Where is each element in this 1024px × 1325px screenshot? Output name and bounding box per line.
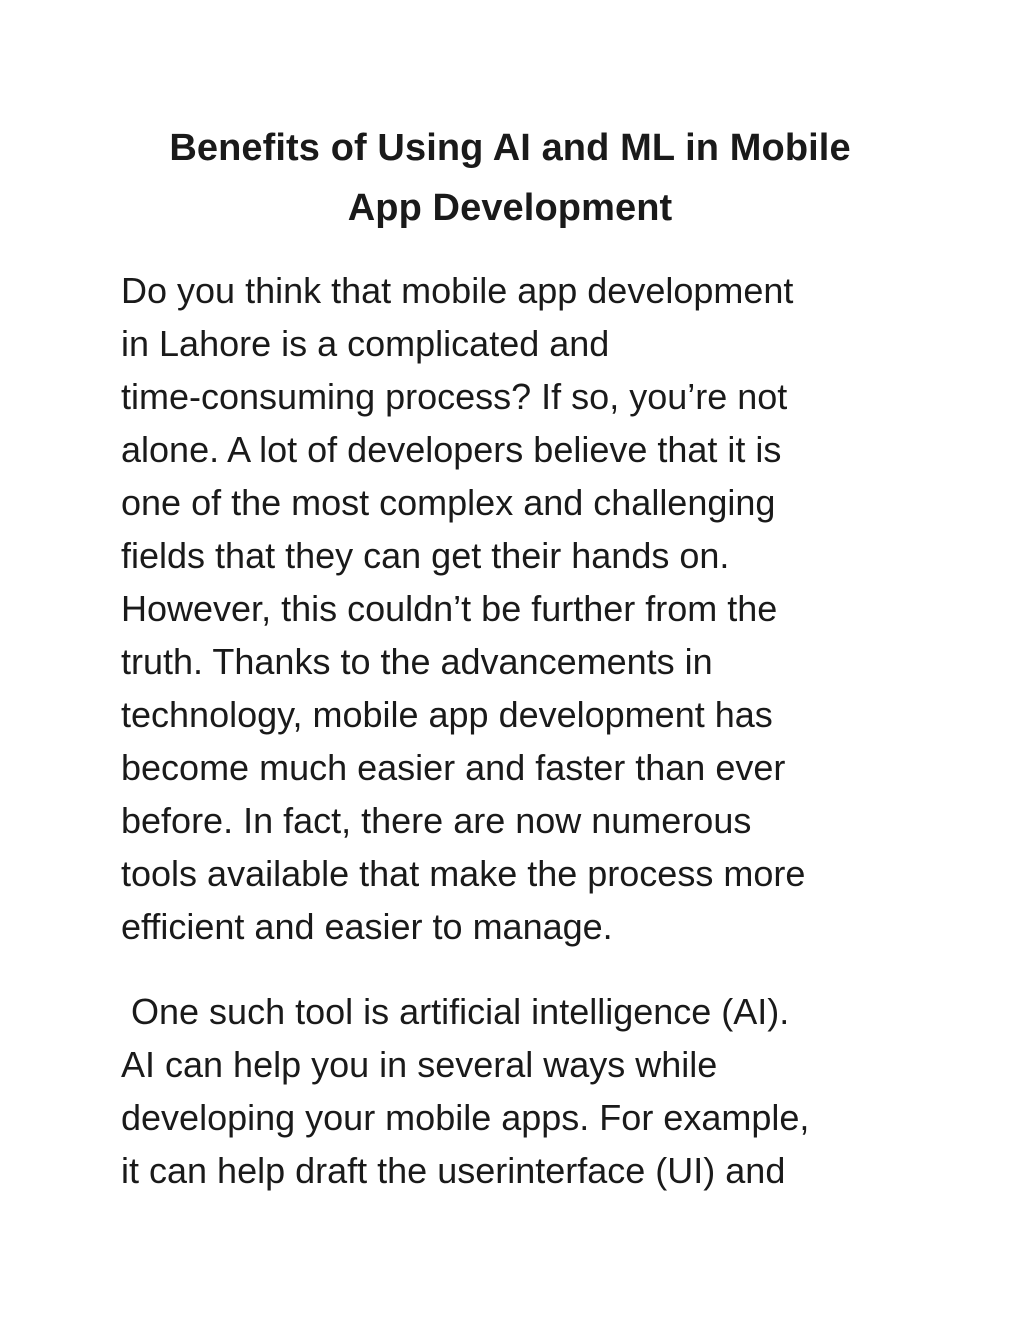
text-line: truth. Thanks to the advancements in xyxy=(121,641,713,682)
text-line: However, this couldn’t be further from the xyxy=(121,588,778,629)
title-line: App Development xyxy=(347,187,673,229)
text-line: tools available that make the process more xyxy=(121,853,806,894)
document-title xyxy=(100,118,920,238)
paragraph-intro xyxy=(121,264,911,953)
text-line: alone. A lot of developers believe that it is xyxy=(121,429,782,470)
text-line: one of the most complex and challenging xyxy=(121,482,776,523)
text-line: time-consuming process? If so, you’re not xyxy=(121,376,788,417)
text-line: Do you think that mobile app development xyxy=(121,270,794,311)
text-line: before. In fact, there are now numerous xyxy=(121,800,752,841)
text-line: One such tool is artificial intelligence (AI). xyxy=(121,991,790,1032)
text-line: fields that they can get their hands on. xyxy=(121,535,730,576)
text-line: in Lahore is a complicated and xyxy=(121,323,610,364)
text-line: efficient and easier to manage. xyxy=(121,906,613,947)
text-line: developing your mobile apps. For example, xyxy=(121,1097,810,1138)
title-line: Benefits of Using AI and ML in Mobile xyxy=(169,127,851,169)
paragraph-ai-tool xyxy=(121,985,911,1197)
text-line: technology, mobile app development has xyxy=(121,694,773,735)
text-line: it can help draft the userinterface (UI) and xyxy=(121,1150,786,1191)
text-line: AI can help you in several ways while xyxy=(121,1044,718,1085)
text-line: become much easier and faster than ever xyxy=(121,747,786,788)
